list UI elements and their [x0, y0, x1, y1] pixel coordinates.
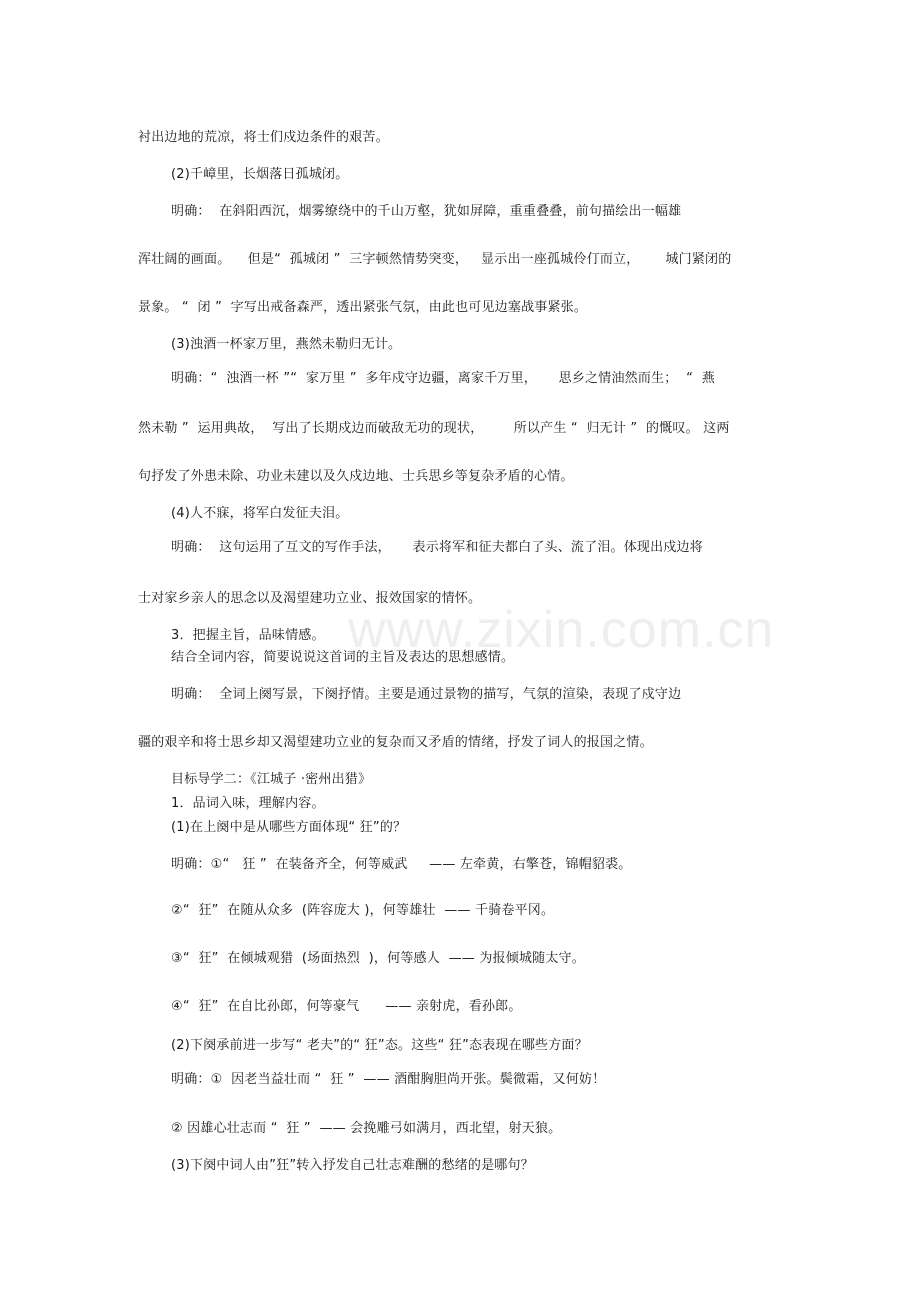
- section-heading: 1．品词入味，理解内容。: [171, 796, 325, 811]
- text-line: ②“ 狂” 在随从众多 (阵容庞大 )，何等雄壮 —— 千骑卷平冈。: [171, 903, 555, 918]
- text-line: 然未勒 ” 运用典故， 写出了长期戍边而破敌无功的现状， 所以产生 “ 归无计 ” 的慨叹。 这两: [138, 421, 730, 436]
- text-line: (3)浊酒一杯家万里，燕然未勒归无计。: [171, 337, 402, 352]
- text-line: 结合全词内容，简要说说这首词的主旨及表达的思想感情。: [171, 650, 515, 665]
- text-line: (2)千嶂里，长烟落日孤城闭。: [171, 167, 349, 182]
- text-line: 士对家乡亲人的思念以及渴望建功立业、报效国家的情怀。: [138, 591, 482, 606]
- text-line: 衬出边地的荒凉，将士们戍边条件的艰苦。: [138, 130, 389, 145]
- text-line: (4)人不寐，将军白发征夫泪。: [171, 506, 349, 521]
- text-line: 景象。 “ 闭 ” 字写出戒备森严，透出紧张气氛，由此也可见边塞战事紧张。: [138, 300, 588, 315]
- text-line: 明确：① 因老当益壮而 “ 狂 ” —— 酒酣胸胆尚开张。鬓微霜，又何妨！: [171, 1072, 606, 1087]
- text-line: 句抒发了外患未除、功业未建以及久戍边地、士兵思乡等复杂矛盾的心情。: [138, 469, 574, 484]
- text-line: ④“ 狂” 在自比孙郎，何等豪气 —— 亲射虎，看孙郎。: [171, 999, 522, 1014]
- text-line: ③“ 狂” 在倾城观猎 (场面热烈 )，何等感人 —— 为报倾城随太守。: [171, 951, 585, 966]
- text-line: 疆的艰辛和将士思乡却又渴望建功立业的复杂而又矛盾的情绪，抒发了词人的报国之情。: [138, 735, 653, 750]
- section-heading: 目标导学二：《江城子 ·密州出猎》: [171, 772, 372, 787]
- text-line: 明确： 全词上阕写景，下阕抒情。主要是通过景物的描写，气氛的渲染，表现了戍守边: [171, 687, 682, 702]
- text-line: 明确： 这句运用了互文的写作手法， 表示将军和征夫都白了头、流了泪。体现出戍边将: [171, 540, 703, 555]
- text-line: 浑壮阔的画面。 但是“ 孤城闭 ” 三字顿然情势突变， 显示出一座孤城伶仃而立， 城门紧闭的: [138, 252, 732, 267]
- text-line: 明确：“ 浊酒一杯 ”“ 家万里 ” 多年戍守边疆，离家千万里， 思乡之情油然而生； “ 燕: [171, 371, 715, 386]
- section-heading: 3．把握主旨，品味情感。: [171, 628, 325, 643]
- text-line: 明确：①“ 狂 ” 在装备齐全，何等威武 —— 左牵黄，右擎苍，锦帽貂裘。: [171, 857, 632, 872]
- question-line: (1)在上阕中是从哪些方面体现“ 狂”的？: [171, 820, 407, 835]
- watermark: www.zixin.com.cn: [348, 601, 775, 659]
- question-line: (2)下阕承前进一步写“ 老夫”的“ 狂”态。这些“ 狂”态表现在哪些方面？: [171, 1038, 588, 1053]
- question-line: (3)下阕中词人由”狂”转入抒发自己壮志难酬的愁绪的是哪句？: [171, 1158, 534, 1173]
- text-line: 明确： 在斜阳西沉，烟雾缭绕中的千山万壑，犹如屏障，重重叠叠，前句描绘出一幅雄: [171, 204, 682, 219]
- text-line: ② 因雄心壮志而 “ 狂 ” —— 会挽雕弓如满月，西北望，射天狼。: [171, 1121, 562, 1136]
